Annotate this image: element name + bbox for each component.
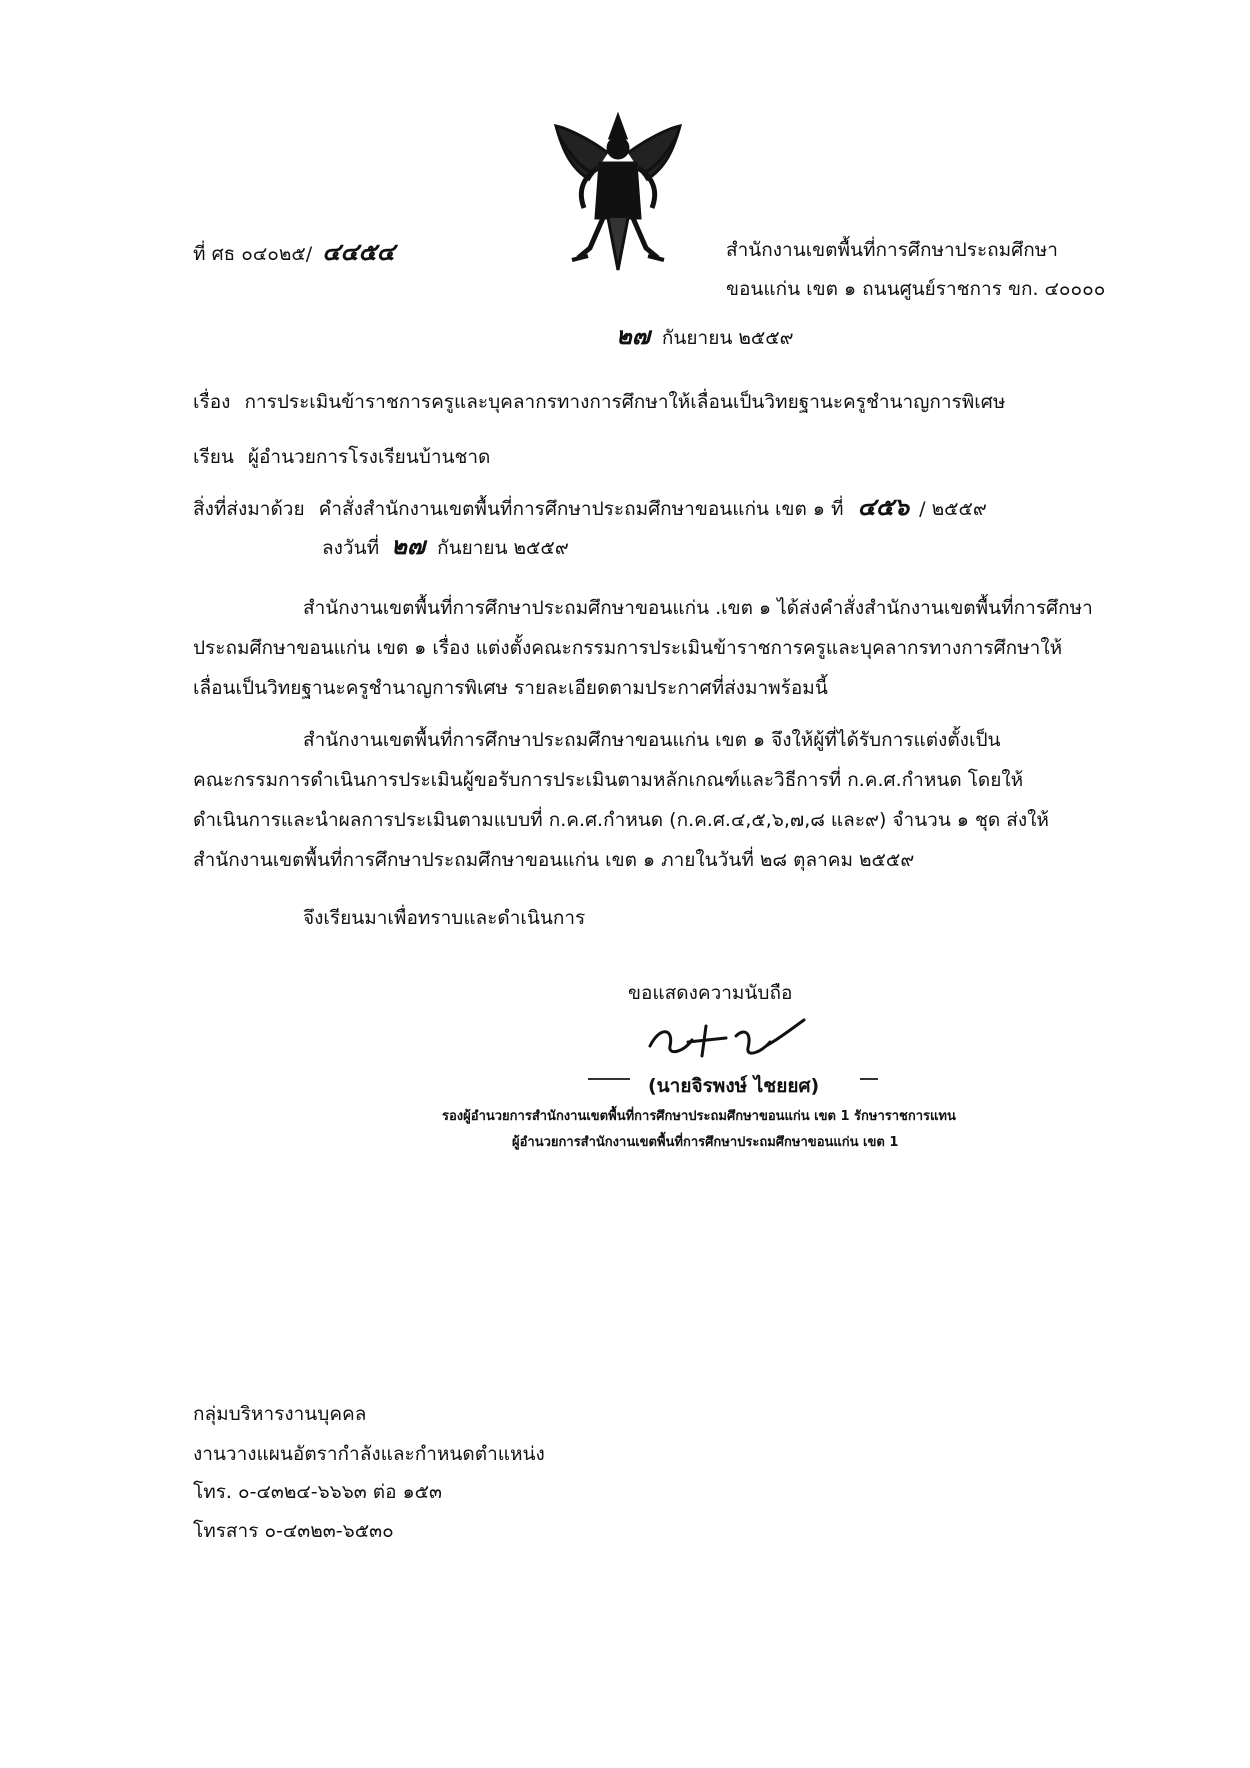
enclosure-label: สิ่งที่ส่งมาด้วย xyxy=(193,498,305,520)
enclosure-order-year: / ๒๕๕๙ xyxy=(919,498,987,520)
handwritten-signature xyxy=(640,1008,820,1068)
office-name: สำนักงานเขตพื้นที่การศึกษาประถมศึกษา xyxy=(726,239,1058,261)
enclosure-dated-day-handwritten: ๒๗ xyxy=(391,531,426,560)
enclosure-order-number-handwritten: ๔๕๖ xyxy=(857,492,910,521)
signature-dash-left xyxy=(588,1078,630,1080)
regards: ขอแสดงความนับถือ xyxy=(628,982,793,1004)
date-day-handwritten: ๒๗ xyxy=(616,321,650,350)
signatory-position-line-2: ผู้อำนวยการสำนักงานเขตพื้นที่การศึกษาประถมศึกษาขอนแก่น เขต 1 xyxy=(512,1135,899,1150)
paragraph-line: สำนักงานเขตพื้นที่การศึกษาประถมศึกษาขอนแก่น เขต ๑ ภายในวันที่ ๒๘ ตุลาคม ๒๕๕๙ xyxy=(193,849,915,871)
recipient-text: ผู้อำนวยการโรงเรียนบ้านชาด xyxy=(247,446,491,468)
reference-prefix: ที่ ศธ ๐๔๐๒๕/ xyxy=(193,243,313,265)
footer-phone: โทร. ๐-๔๓๒๔-๖๖๖๓ ต่อ ๑๕๓ xyxy=(193,1481,443,1503)
date-month-year: กันยายน ๒๕๕๙ xyxy=(661,327,794,349)
body-paragraph-2 xyxy=(193,720,1049,880)
garuda-emblem xyxy=(548,108,688,278)
recipient-line xyxy=(193,443,490,471)
paragraph-line: ประถมศึกษาขอนแก่น เขต ๑ เรื่อง แต่งตั้งคณะกรรมการประเมินข้าราชการครูและบุคลากรทางการศึกษาให้ xyxy=(193,637,1063,659)
footer-unit: งานวางแผนอัตรากำลังและกำหนดตำแหน่ง xyxy=(193,1443,545,1465)
signature-dash-right xyxy=(860,1078,878,1080)
subject-label: เรื่อง xyxy=(193,391,231,413)
letter-date xyxy=(616,322,794,352)
recipient-label: เรียน xyxy=(193,446,234,468)
enclosure-date-line xyxy=(322,532,569,562)
signatory-position-line-1: รองผู้อำนวยการสำนักงานเขตพื้นที่การศึกษาประถมศึกษาขอนแก่น เขต 1 รักษาราชการแทน xyxy=(442,1109,956,1124)
footer-fax: โทรสาร ๐-๔๓๒๓-๖๕๓๐ xyxy=(193,1520,394,1542)
paragraph-line: สำนักงานเขตพื้นที่การศึกษาประถมศึกษาขอนแก่น เขต ๑ จึงให้ผู้ที่ได้รับการแต่งตั้งเป็น xyxy=(303,729,1001,751)
paragraph-line: ดำเนินการและนำผลการประเมินตามแบบที่ ก.ค.ศ.กำหนด (ก.ค.ศ.๔,๕,๖,๗,๘ และ๙) จำนวน ๑ ชุด ส่งให้ xyxy=(193,809,1049,831)
reference-handwritten-number: ๔๔๕๔ xyxy=(322,237,395,266)
office-address: ขอนแก่น เขต ๑ ถนนศูนย์ราชการ ขก. ๔๐๐๐๐ xyxy=(726,278,1106,300)
enclosure-dated-prefix: ลงวันที่ xyxy=(322,537,380,559)
reference-number xyxy=(193,238,395,268)
paragraph-line: คณะกรรมการดำเนินการประเมินผู้ขอรับการประเมินตามหลักเกณฑ์และวิธีการที่ ก.ค.ศ.กำหนด โดยให้ xyxy=(193,769,1024,791)
closing-statement: จึงเรียนมาเพื่อทราบและดำเนินการ xyxy=(303,907,586,929)
enclosure-line xyxy=(193,493,987,523)
enclosure-text: คำสั่งสำนักงานเขตพื้นที่การศึกษาประถมศึกษาขอนแก่น เขต ๑ ที่ xyxy=(318,498,844,520)
footer-department: กลุ่มบริหารงานบุคคล xyxy=(193,1403,367,1425)
subject-line xyxy=(193,388,1005,416)
subject-text: การประเมินข้าราชการครูและบุคลากรทางการศึกษาให้เลื่อนเป็นวิทยฐานะครูชำนาญการพิเศษ xyxy=(244,391,1006,413)
signatory-name: (นายจิรพงษ์ ไชยยศ) xyxy=(648,1075,820,1097)
body-paragraph-1 xyxy=(193,588,1093,708)
paragraph-line: สำนักงานเขตพื้นที่การศึกษาประถมศึกษาขอนแก่น .เขต ๑ ได้ส่งคำสั่งสำนักงานเขตพื้นที่การศึกษา xyxy=(303,597,1093,619)
paragraph-line: เลื่อนเป็นวิทยฐานะครูชำนาญการพิเศษ รายละเอียดตามประกาศที่ส่งมาพร้อมนี้ xyxy=(193,677,828,699)
enclosure-dated-rest: กันยายน ๒๕๕๙ xyxy=(437,537,569,559)
